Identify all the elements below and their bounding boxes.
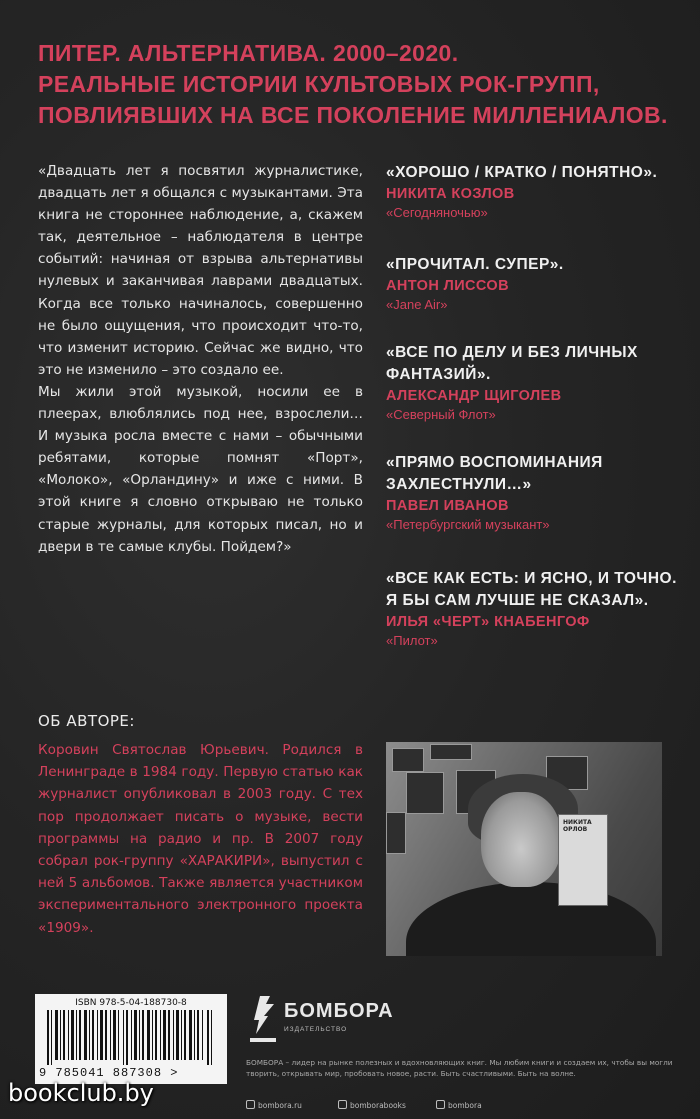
headline-line: ПОВЛИЯВШИХ НА ВСЕ ПОКОЛЕНИЕ МИЛЛЕНИАЛОВ. <box>38 102 668 128</box>
review-author: НИКИТА КОЗЛОВ <box>386 186 515 202</box>
watermark: bookclub.by <box>8 1079 154 1107</box>
social-link-site[interactable] <box>246 1100 302 1111</box>
barcode-digits: 9 785041 887308 > <box>39 1066 179 1080</box>
barcode <box>35 994 227 1084</box>
publisher-blurb: БОМБОРА – лидер на рынке полезных и вдохновляющих книг. Мы любим книги и создаем их, чтобы вы могли творить, открывать мир, пробовать новое, расти. Быть счастливыми. Быть на волне. <box>246 1058 673 1078</box>
review-band: «Северный Флот» <box>386 407 496 422</box>
social-label: bombora <box>448 1101 482 1110</box>
quote-paragraph: «Двадцать лет я посвятил журналистике, двадцать лет я общался с музыкантами. Эта книга не стороннее наблюдение, а, скажем так, деятельное – наблюдателя в центре событий: начиная от взрыва альтернативы нулевых и заканчивая лаврами двадцатых. Когда все только начиналось, совершенно не было ощущения, что происходит что-то, что изменит историю. Сейчас же видно, что это не изменило – это создало ее. <box>38 163 363 378</box>
review-band: «Пилот» <box>386 633 438 648</box>
review <box>386 568 686 649</box>
barcode-bars <box>45 1010 217 1065</box>
publisher-logo-icon <box>246 994 280 1044</box>
publisher-subtitle: ИЗДАТЕЛЬСТВО <box>284 1026 348 1033</box>
review-band: «Петербургский музыкант» <box>386 517 550 532</box>
about-text: Коровин Святослав Юрьевич. Родился в Ленинграде в 1984 году. Первую статью как журналист опубликовал в 2003 году. С тех пор продолжает писать о музыке, вести программы на радио и пр. В 2007 году собрал рок-группу «ХАРАКИРИ», выпустил с ней 5 альбомов. Также является участником экспериментального электронного проекта «1909». <box>38 742 363 936</box>
review-author: АНТОН ЛИССОВ <box>386 278 509 294</box>
social-links <box>246 1100 686 1112</box>
isbn-label: ISBN 978-5-04-188730-8 <box>75 998 187 1008</box>
publisher-logo <box>246 994 394 1044</box>
press-badge <box>558 814 608 906</box>
review-author: АЛЕКСАНДР ЩИГОЛЕВ <box>386 388 562 404</box>
social-label: bomborabooks <box>350 1101 406 1110</box>
review <box>386 342 686 423</box>
wall-picture <box>406 772 444 814</box>
author-quote <box>38 160 363 558</box>
press-badge-text: НИКИТА ОРЛОВ <box>563 819 592 833</box>
review-band: «Jane Air» <box>386 297 448 312</box>
headline-line: ПИТЕР. АЛЬТЕРНАТИВА. 2000–2020. <box>38 40 459 66</box>
review-author: ИЛЬЯ «ЧЕРТ» КНАБЕНГОФ <box>386 614 590 630</box>
review-band: «Сегодняночью» <box>386 205 488 220</box>
about-heading: ОБ АВТОРЕ: <box>38 712 135 730</box>
social-label: bombora.ru <box>258 1101 302 1110</box>
wall-picture <box>386 812 406 854</box>
review-text: «ХОРОШО / КРАТКО / ПОНЯТНО». <box>386 164 658 181</box>
vk-icon <box>338 1100 347 1109</box>
review-text: «ВСЕ КАК ЕСТЬ: И ЯСНО, И ТОЧНО. Я БЫ САМ ЛУЧШЕ НЕ СКАЗАЛ». <box>386 570 677 609</box>
person-body <box>406 882 656 956</box>
publisher-name: БОМБОРА <box>284 1000 394 1022</box>
person-head <box>481 792 561 887</box>
review <box>386 452 686 533</box>
review <box>386 162 686 221</box>
globe-icon <box>246 1100 255 1109</box>
social-link-instagram[interactable] <box>436 1100 482 1111</box>
review-author: ПАВЕЛ ИВАНОВ <box>386 498 509 514</box>
review-text: «ПРОЧИТАЛ. СУПЕР». <box>386 256 564 273</box>
review-text: «ПРЯМО ВОСПОМИНАНИЯ ЗАХЛЕСТНУЛИ…» <box>386 454 603 493</box>
instagram-icon <box>436 1100 445 1109</box>
review-text: «ВСЕ ПО ДЕЛУ И БЕЗ ЛИЧНЫХ ФАНТАЗИЙ». <box>386 344 638 383</box>
headline <box>38 38 678 131</box>
wall-picture <box>430 744 472 760</box>
review <box>386 254 686 313</box>
quote-paragraph: Мы жили этой музыкой, носили ее в плеерах, влюблялись под нее, взрослели… И музыка росла вместе с нами – обычными ребятами, которые помнят «Порт», «Молоко», «Орландину» и иже с ними. В этой книге я словно открываю не только старые журналы, для которых писал, но и двери в те самые клубы. Пойдем?» <box>38 383 363 555</box>
headline-line: РЕАЛЬНЫЕ ИСТОРИИ КУЛЬТОВЫХ РОК-ГРУПП, <box>38 71 600 97</box>
wall-picture <box>392 748 424 772</box>
social-link-vk[interactable] <box>338 1100 406 1111</box>
author-photo <box>386 742 662 956</box>
